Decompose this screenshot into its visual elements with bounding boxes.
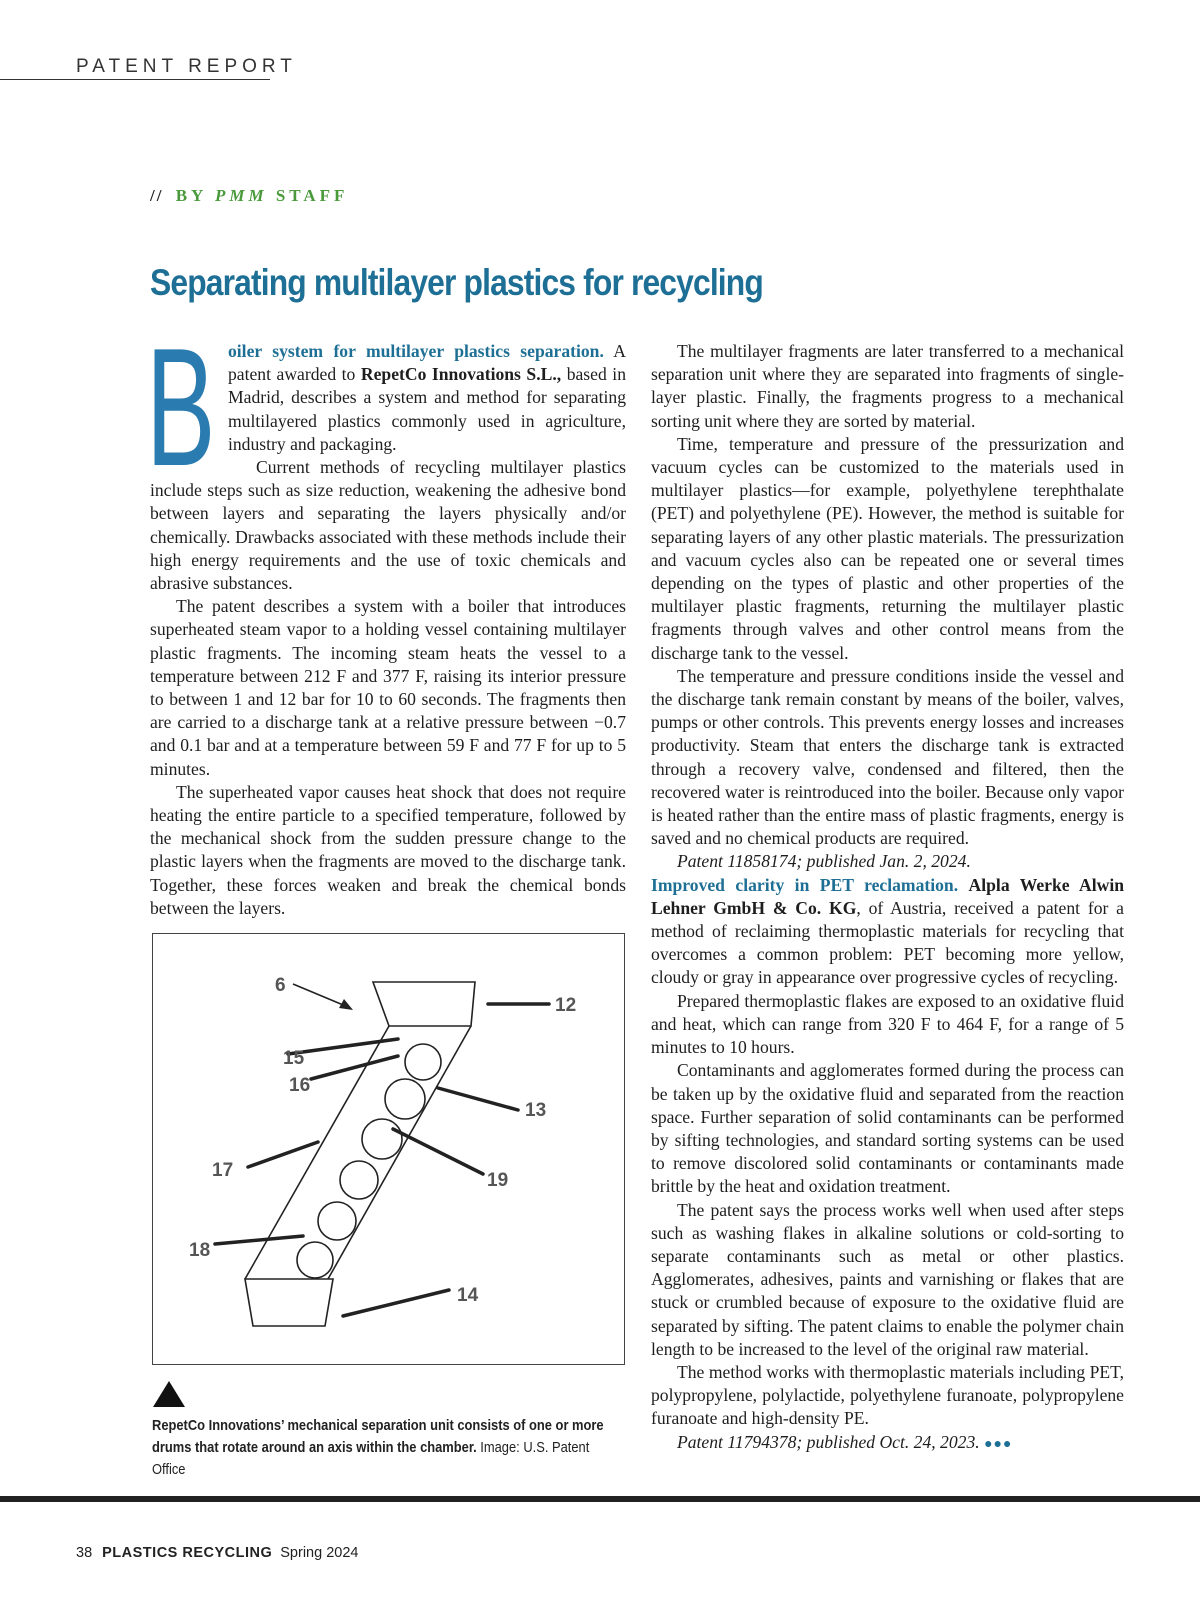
label-16: 16 — [289, 1075, 311, 1096]
company-alpla: Alpla Werke Alwin Lehner GmbH & Co. KG — [651, 874, 1124, 918]
footer-rule — [0, 1496, 1200, 1502]
label-13: 13 — [525, 1100, 547, 1121]
label-12: 12 — [555, 995, 577, 1016]
paragraph-materials: The method works with thermoplastic materials including PET, polypropylene, polylactide, polyethylene furanoate, polypropylene furanoate and high-density PE. — [651, 1361, 1124, 1429]
paragraph-heat-shock: The superheated vapor causes heat shock that does not require heating the entire particle to a specified temperature, followed by the mechanical shock from the sudden pressure change to the plastic layers when the fragments are moved to the discharge tank. Together, these forces weaken and break the chemical bonds between the layers. — [150, 781, 626, 918]
paragraph-current-methods: Current methods of recycling multilayer plastics include steps such as size reduction, weakening the adhesive bond between layers and separating the layers physically and/or chemically. Drawbacks associated with these methods include their high energy requirements and the use of toxic chemicals and abrasive substances. — [150, 457, 626, 594]
label-18: 18 — [189, 1240, 211, 1261]
paragraph-transfer: The multilayer fragments are later transferred to a mechanical separation unit where they are separated into fragments of single-layer plastic. Finally, the fragments progress to a mechanical sorting unit where they are sorted by material. — [651, 341, 1124, 431]
paragraph-pet-intro — [651, 874, 1124, 990]
label-17: 17 — [212, 1160, 234, 1181]
page-footer — [76, 1545, 358, 1561]
drum-1 — [405, 1044, 441, 1080]
outlet-shape — [245, 1279, 333, 1326]
lead-in-boiler: oiler system for multilayer plastics separation. — [228, 341, 604, 361]
paragraph-cycles: Time, temperature and pressure of the pressurization and vacuum cycles can be customized to the materials used in multilayer plastics—for example, polyethylene terephthalate (PET) and polyethylene (PE). However, the method is suitable for separating layers of any other plastic materials. The pressurization and vacuum cycles also can be repeated one or several times depending on the types of plastic and other properties of the multilayer plastic fragments, returning the multilayer plastic fragments through valves and other control means from the discharge tank to the vessel. — [651, 433, 1124, 663]
byline-by: BY — [175, 186, 207, 205]
paragraph-contaminants: Contaminants and agglomerates formed during the process can be taken up by the oxidative fluid and separated from the reaction space. Further separation of solid contaminants can be performed by sifting technologies, and standard sorting systems can be used to remove discolored solid contaminants or contaminants made brittle by the heat and oxidation treatment. — [651, 1060, 1124, 1197]
drum-5 — [318, 1202, 356, 1240]
left-column — [146, 313, 626, 920]
caption-text: RepetCo Innovations’ mechanical separation unit consists of one or more drums that rotate around an axis within the chamber. — [152, 1417, 604, 1456]
drum-3 — [362, 1119, 402, 1159]
arrow-6-line — [293, 984, 348, 1007]
paragraph-boiler: The patent describes a system with a boiler that introduces superheated steam vapor to a holding vessel containing multilayer plastic fragments. The incoming steam heats the vessel to a temperature between 212 F and 377 F, raising its interior pressure to between 1 and 12 bar for 10 to 60 seconds. The fragments then are carried to a discharge tank at a relative pressure between −0.7 and 0.1 bar and at a temperature between 59 F and 77 F for up to 5 minutes. — [150, 596, 626, 779]
publication-name: PLASTICS RECYCLING — [102, 1545, 273, 1561]
end-mark-icon: ●●● — [984, 1436, 1013, 1452]
byline-publication: PMM — [214, 186, 268, 205]
label-6: 6 — [275, 975, 286, 996]
intro-text-a: A patent awarded to — [228, 341, 626, 385]
leader-18 — [215, 1236, 303, 1244]
page-number: 38 — [76, 1545, 93, 1561]
drum-2 — [385, 1079, 425, 1119]
patent-figure — [152, 933, 625, 1365]
company-repetco: RepetCo Innovations S.L., — [360, 364, 562, 385]
article-title: Separating multilayer plastics for recycling — [150, 262, 763, 303]
leader-17 — [248, 1142, 318, 1167]
chamber-right-wall — [328, 1026, 471, 1279]
leader-14 — [343, 1290, 449, 1316]
lead-in-pet: Improved clarity in PET reclamation. — [651, 874, 959, 895]
issue-date: Spring 2024 — [280, 1545, 359, 1561]
paragraph-process: The patent says the process works well when used after steps such as washing flakes in alkaline solutions or cold-sorting to separate contaminants such as metal or other plastics. Agglomerates, adhesives, paints and varnishing or flakes that are stuck or crumbled because of exposure to the oxidative fluid are separated by sifting. The patent claims to enable the polymer chain length to be increased to the level of the original raw material. — [651, 1199, 1124, 1359]
drum-4 — [340, 1161, 378, 1199]
intro-text-b: based in Madrid, describes a system and method for separating multilayered plastics commonly used in agriculture, industry and packaging. — [228, 364, 626, 454]
right-column — [651, 340, 1124, 1456]
leader-16 — [311, 1056, 398, 1079]
paragraph-intro — [146, 313, 626, 501]
label-15: 15 — [283, 1048, 305, 1069]
section-label: PATENT REPORT — [76, 56, 297, 77]
paragraph-conditions: The temperature and pressure conditions inside the vessel and the discharge tank remain constant by means of the boiler, valves, pumps or other controls. This prevents energy losses and increases productivity. Steam that enters the discharge tank is extracted through a recovery valve, condensed and filtered, then the recovered water is reintroduced into the boiler. Because only vapor is heated rather than the entire mass of plastic fragments, energy is saved and no chemical products are required. — [651, 665, 1124, 849]
patent-citation-2: Patent 11794378; published Oct. 24, 2023. — [677, 1431, 980, 1452]
patent-citation-1: Patent 11858174; published Jan. 2, 2024. — [677, 851, 971, 872]
drum-6 — [297, 1242, 333, 1278]
byline-staff: STAFF — [275, 186, 349, 205]
label-19: 19 — [487, 1170, 509, 1191]
caption-triangle-icon — [153, 1381, 185, 1407]
leader-13 — [438, 1088, 518, 1110]
image-credit: Image: U.S. Patent Office — [152, 1439, 590, 1478]
section-rule — [0, 79, 270, 80]
patent-citation-2-line — [651, 1431, 1124, 1456]
hopper-shape — [373, 982, 475, 1026]
drop-cap: B — [146, 313, 216, 501]
separation-unit-diagram — [153, 934, 624, 1364]
leader-19 — [393, 1129, 483, 1174]
leader-15 — [288, 1039, 398, 1054]
label-14: 14 — [457, 1285, 479, 1306]
paragraph-flakes: Prepared thermoplastic flakes are exposed to an oxidative fluid and heat, which can range from 320 F to 464 F, for a range of 5 minutes to 10 hours. — [651, 990, 1124, 1058]
figure-caption — [152, 1415, 625, 1481]
byline — [150, 186, 348, 206]
arrow-6-head — [339, 999, 353, 1010]
byline-slashes: // — [150, 186, 164, 205]
pet-intro-text: , of Austria, received a patent for a method of reclaiming thermoplastic materials for recycling that overcomes a common problem: PET becoming more yellow, cloudy or gray in appearance over progressive cycles of recycling. — [651, 897, 1124, 988]
